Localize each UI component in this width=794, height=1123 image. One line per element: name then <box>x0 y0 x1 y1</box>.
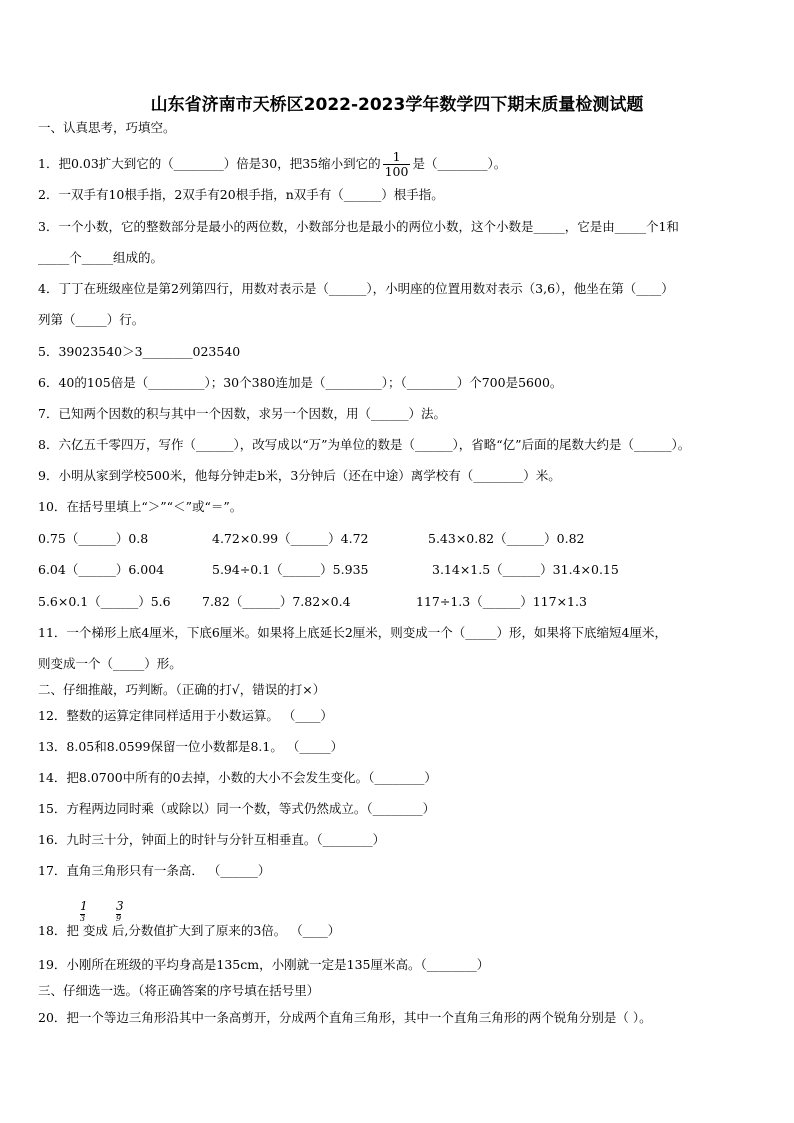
fraction-denominator: 3 <box>80 914 86 923</box>
compare-item: 117÷1.3（______）117×1.3 <box>416 594 587 609</box>
compare-item: 0.75（______）0.8 <box>38 531 149 546</box>
question-9: 9．小明从家到学校500米，他每分钟走b米，3分钟后（还在中途）离学校有（________）米。 <box>38 468 561 483</box>
question-7: 7．已知两个因数的积与其中一个因数，求另一个因数，用（______）法。 <box>38 406 446 421</box>
section-heading-judge: 二、仔细推敲，巧判断。（正确的打√，错误的打×） <box>38 682 326 697</box>
question-6: 6．40的105倍是（_________）；30个380连加是（_________）；（________）个700是5600。 <box>38 375 563 390</box>
question-8: 8．六亿五千零四万，写作（______），改写成以“万”为单位的数是（______），省略“亿”后面的尾数大约是（______）。 <box>38 437 691 452</box>
fraction-numerator: 1 <box>80 899 88 913</box>
question-18: 18．把 变成 后,分数值扩大到了原来的3倍。 （____） <box>38 923 341 938</box>
question-1 <box>38 150 776 179</box>
compare-item: 4.72×0.99（______）4.72 <box>212 531 369 546</box>
question-2: 2．一双手有10根手指，2双手有20根手指，n双手有（______）根手指。 <box>38 187 444 202</box>
compare-item: 6.04（______）6.004 <box>38 562 165 577</box>
question-11-line-2: 则变成一个（_____）形。 <box>38 656 182 671</box>
question-5: 5．39023540＞3________023540 <box>38 344 241 359</box>
section-heading-fill-in: 一、认真思考，巧填空。 <box>38 120 176 135</box>
fraction-1-100 <box>383 150 411 179</box>
question-11-line-1: 11．一个梯形上底4厘米，下底6厘米。如果将上底延长2厘米，则变成一个（_____）形，如果将下底缩短4厘米， <box>38 625 667 640</box>
question-19: 19．小刚所在班级的平均身高是135cm，小刚就一定是135厘米高。（________） <box>38 957 490 972</box>
compare-item: 5.43×0.82（______）0.82 <box>428 531 585 546</box>
compare-item: 5.94÷0.1（______）5.935 <box>212 562 369 577</box>
compare-item: 5.6×0.1（______）5.6 <box>38 594 171 609</box>
question-13: 13．8.05和8.0599保留一位小数都是8.1。 （_____） <box>38 739 344 754</box>
question-15: 15．方程两边同时乘（或除以）同一个数，等式仍然成立。（________） <box>38 801 436 816</box>
question-4-line-2: 列第（_____）行。 <box>38 312 145 327</box>
question-20: 20．把一个等边三角形沿其中一条高剪开，分成两个直角三角形，其中一个直角三角形的两个锐角分别是（ ）。 <box>38 1010 652 1025</box>
question-3-line-2: _____个_____组成的。 <box>38 250 164 265</box>
question-1-text-pre: 1．把0.03扩大到它的（________）倍是30，把35缩小到它的 <box>38 156 381 171</box>
question-16: 16．九时三十分，钟面上的时针与分针互相垂直。（________） <box>38 832 386 847</box>
page-title: 山东省济南市天桥区2022-2023学年数学四下期末质量检测试题 <box>150 95 644 115</box>
question-14: 14．把8.0700中所有的0去掉，小数的大小不会发生变化。（________） <box>38 770 437 785</box>
question-12: 12．整数的运算定律同样适用于小数运算。 （____） <box>38 708 333 723</box>
compare-item: 7.82（______）7.82×0.4 <box>202 594 351 609</box>
fraction-numerator: 3 <box>116 899 124 913</box>
question-10: 10．在括号里填上“＞”“＜”或“＝”。 <box>38 499 243 514</box>
fraction-denominator: 100 <box>384 164 409 179</box>
question-1-text-post: 是（________）。 <box>412 156 507 171</box>
question-4-line-1: 4．丁丁在班级座位是第2列第四行，用数对表示是（______），小明座的位置用数对表示（3,6），他坐在第（____） <box>38 281 674 296</box>
question-17: 17．直角三角形只有一条高． （______） <box>38 863 271 878</box>
compare-item: 3.14×1.5（______）31.4×0.15 <box>432 562 619 577</box>
fraction-numerator: 1 <box>383 150 411 165</box>
fraction-denominator: 9 <box>116 914 122 923</box>
section-heading-choose: 三、仔细选一选。（将正确答案的序号填在括号里） <box>38 983 320 998</box>
question-3-line-1: 3．一个小数，它的整数部分是最小的两位数，小数部分也是最小的两位小数，这个小数是_____，它是由_____个1和 <box>38 219 679 234</box>
